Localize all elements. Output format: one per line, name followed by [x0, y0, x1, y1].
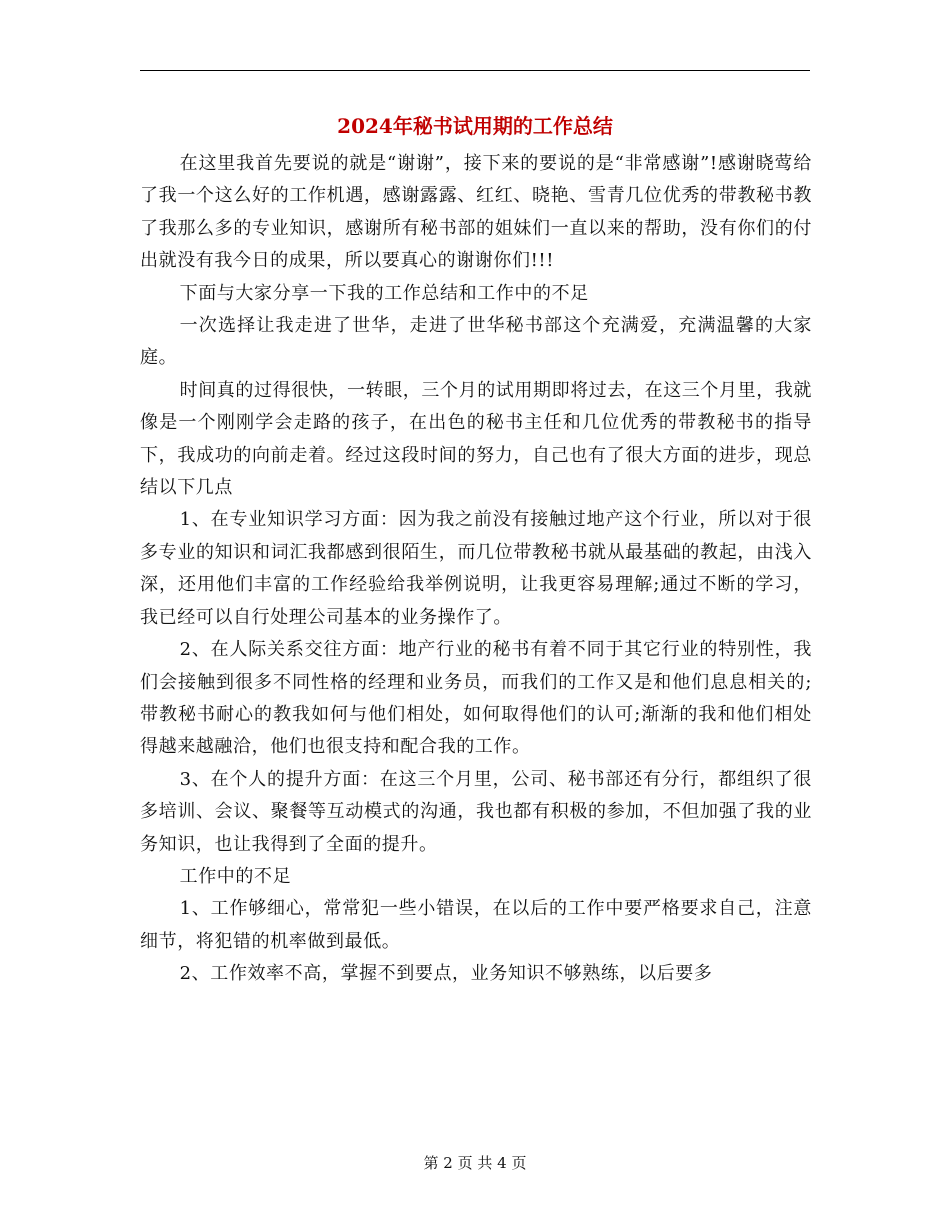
- paragraph-thanks: 在这里我首先要说的就是“谢谢”，接下来的要说的是“非常感谢”!感谢晓莺给了我一个这么好的工作机遇，感谢露露、红红、晓艳、雪青几位优秀的带教秘书教了我那么多的专业知识，感谢所有秘书部的姐妹们一直以来的帮助，没有你们的付出就没有我今日的成果，所以要真心的谢谢你们!!!: [140, 153, 812, 272]
- paragraph-shortcoming-1: 1、工作够细心，常常犯一些小错误，在以后的工作中要严格要求自己，注意细节，将犯错的机率做到最低。: [140, 898, 812, 952]
- paragraph-share-intro: 下面与大家分享一下我的工作总结和工作中的不足: [179, 282, 589, 304]
- page-number-label: 第 2 页 共 4 页: [423, 1154, 527, 1172]
- paragraph-point-2: 2、在人际关系交往方面：地产行业的秘书有着不同于其它行业的特别性，我们会接触到很多不同性格的经理和业务员，而我们的工作又是和他们息息相关的;带教秘书耐心的教我如何与他们相处，如何取得他们的认可;渐渐的我和他们相处得越来越融洽，他们也很支持和配合我的工作。: [140, 639, 812, 758]
- document-body: [140, 148, 812, 991]
- section-heading-shortcomings: 工作中的不足: [179, 865, 292, 887]
- paragraph-choice: 一次选择让我走进了世华，走进了世华秘书部这个充满爱，充满温馨的大家庭。: [140, 315, 812, 369]
- paragraph-time: 时间真的过得很快，一转眼，三个月的试用期即将过去，在这三个月里，我就像是一个刚刚学会走路的孩子，在出色的秘书主任和几位优秀的带教秘书的指导下，我成功的向前走着。经过这段时间的努力，自己也有了很大方面的进步，现总结以下几点: [140, 379, 812, 499]
- paragraph-shortcoming-2: 2、工作效率不高，掌握不到要点，业务知识不够熟练，以后要多: [179, 963, 713, 985]
- paragraph-point-3: 3、在个人的提升方面：在这三个月里，公司、秘书部还有分行，都组织了很多培训、会议、聚餐等互动模式的沟通，我也都有积极的参加，不但加强了我的业务知识，也让我得到了全面的提升。: [140, 768, 812, 855]
- header-rule: [140, 70, 810, 71]
- paragraph-point-1: 1、在专业知识学习方面：因为我之前没有接触过地产这个行业，所以对于很多专业的知识和词汇我都感到很陌生，而几位带教秘书就从最基础的教起，由浅入深，还用他们丰富的工作经验给我举例说明，让我更容易理解;通过不断的学习，我已经可以自行处理公司基本的业务操作了。: [140, 509, 812, 628]
- page-footer: [0, 1152, 950, 1173]
- document-title: 2024年秘书试用期的工作总结: [337, 114, 613, 138]
